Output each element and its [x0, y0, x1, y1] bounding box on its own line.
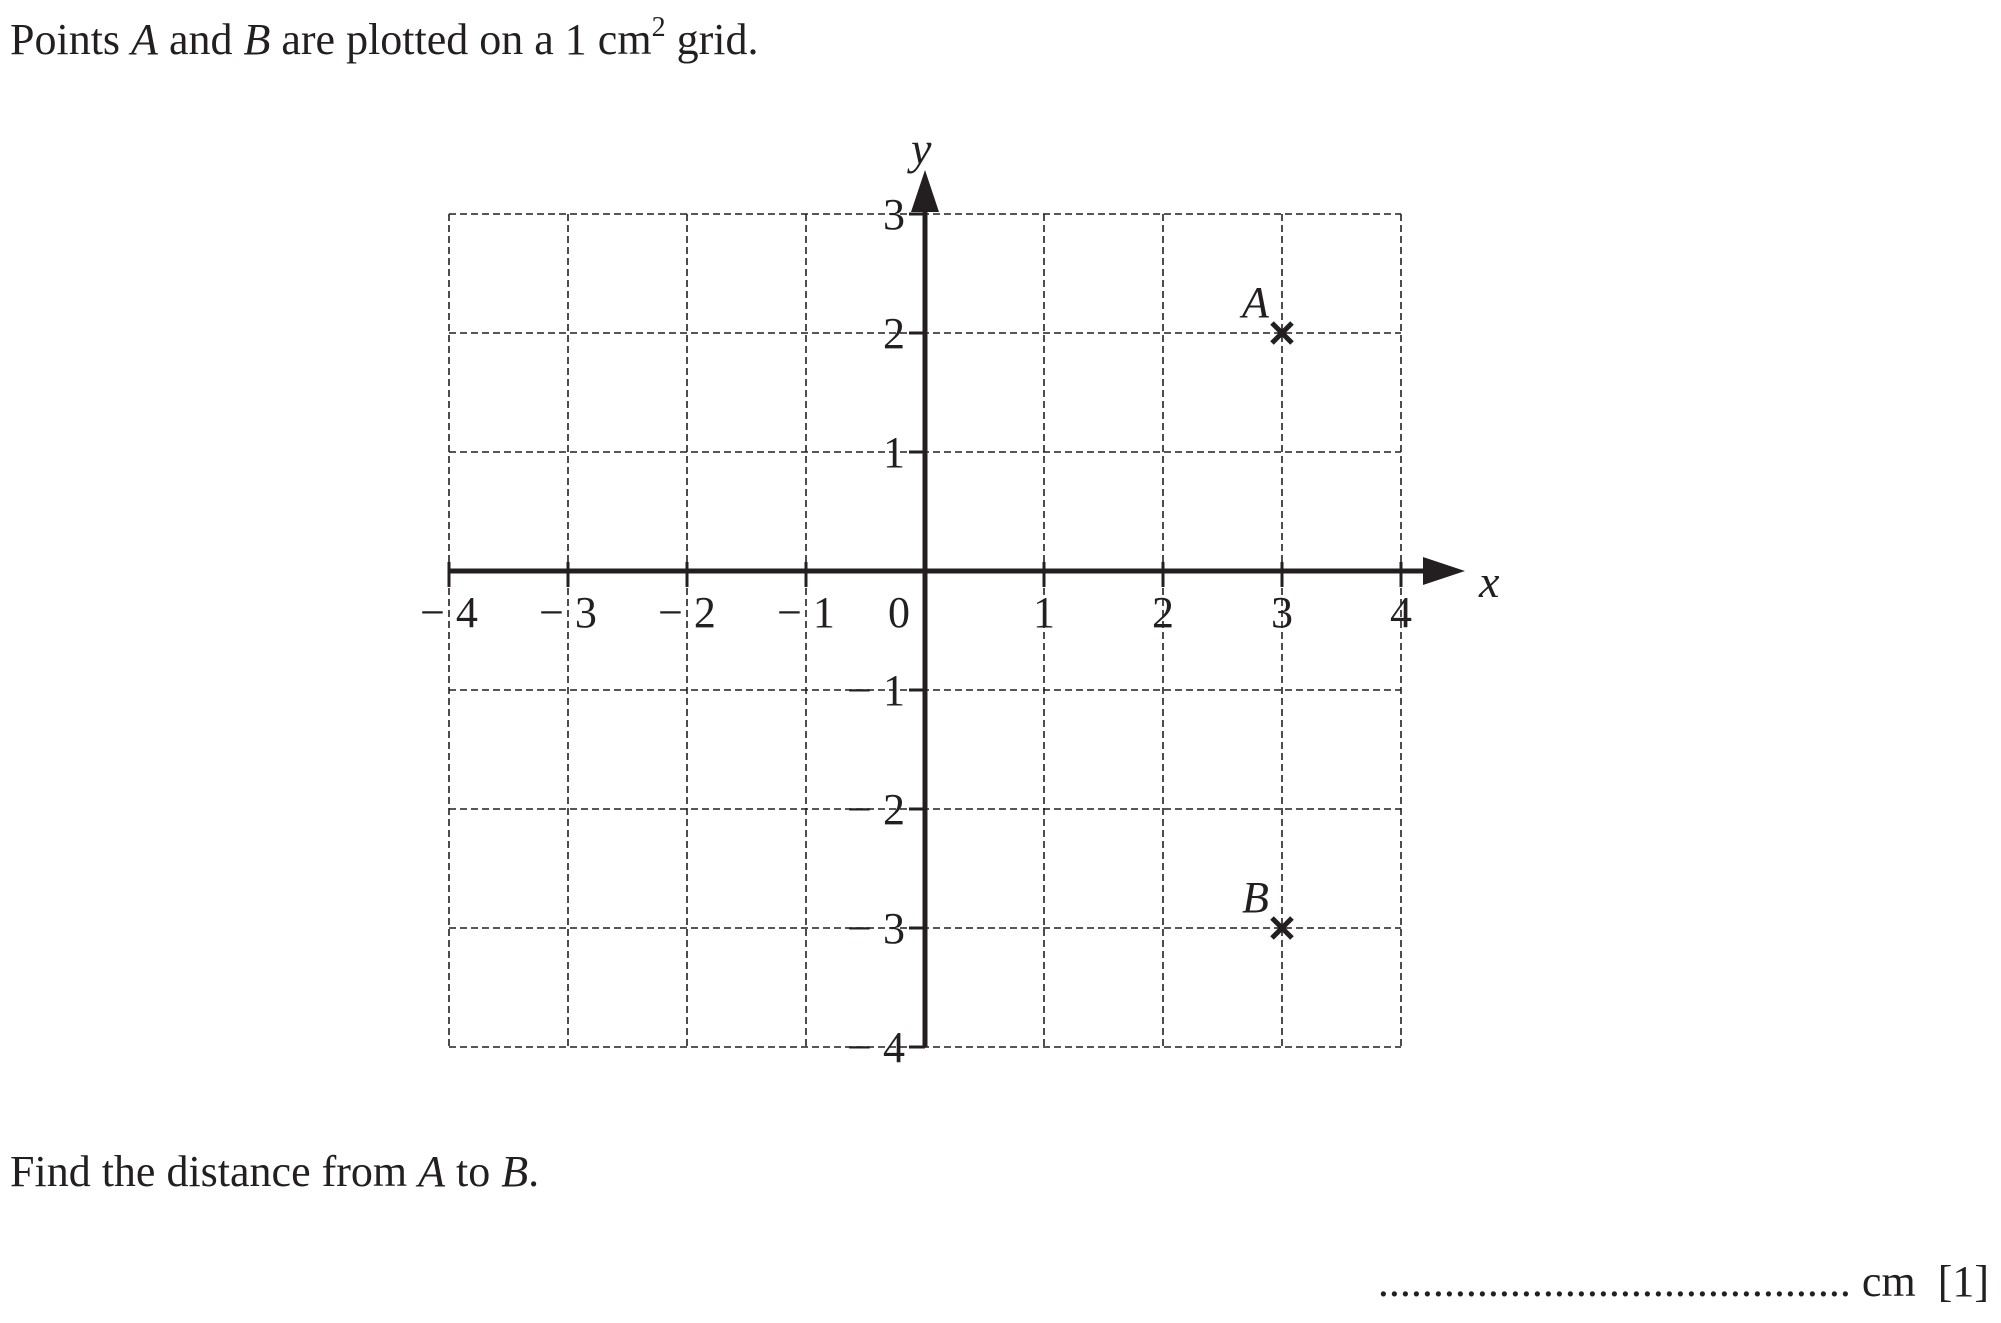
- tick-labels: [420, 123, 1500, 1072]
- ask-point-b: B: [501, 1147, 529, 1196]
- ask-text-1: Find the distance from: [10, 1147, 419, 1196]
- x-tick-label: 0: [888, 588, 910, 637]
- x-tick-label: − 2: [658, 588, 716, 637]
- intro-point-b: B: [243, 15, 271, 64]
- axes: [449, 170, 1465, 1047]
- x-axis-arrow: [1423, 557, 1465, 585]
- x-tick-label: − 4: [420, 588, 478, 637]
- x-axis-label: x: [1479, 556, 1500, 607]
- intro-text-2: and: [157, 15, 244, 64]
- ask-point-a: A: [418, 1147, 446, 1196]
- x-tick-label: 1: [1033, 588, 1055, 637]
- y-tick-label: − 4: [847, 1023, 905, 1072]
- y-tick-label: − 3: [847, 904, 905, 953]
- answer-dots[interactable]: ...........................................: [1377, 1257, 1851, 1306]
- intro-text-4: grid.: [665, 15, 759, 64]
- y-axis-label: y: [911, 123, 932, 174]
- answer-unit: cm: [1861, 1257, 1916, 1306]
- point-label-b: B: [1242, 873, 1269, 922]
- intro-superscript: 2: [651, 12, 666, 43]
- y-tick-label: 3: [883, 190, 905, 239]
- answer-line[interactable]: [1377, 1257, 1989, 1306]
- x-tick-label: 4: [1390, 588, 1412, 637]
- intro-point-a: A: [131, 15, 158, 64]
- point-label-a: A: [1242, 278, 1269, 327]
- ask-text-3: .: [528, 1147, 540, 1196]
- y-tick-label: − 2: [847, 785, 905, 834]
- intro-text-1: Points: [10, 15, 132, 64]
- y-axis-arrow: [911, 170, 939, 212]
- ask-text-2: to: [445, 1147, 502, 1196]
- y-tick-label: 1: [883, 428, 905, 477]
- question-ask: [10, 1147, 540, 1196]
- marks: [1]: [1937, 1257, 1989, 1306]
- x-tick-label: 2: [1152, 588, 1174, 637]
- x-tick-label: − 1: [777, 588, 835, 637]
- x-tick-label: 3: [1271, 588, 1293, 637]
- y-tick-label: 2: [883, 309, 905, 358]
- x-tick-label: − 3: [539, 588, 597, 637]
- intro-text-3: are plotted on a 1 cm: [270, 15, 652, 64]
- y-tick-label: − 1: [847, 666, 905, 715]
